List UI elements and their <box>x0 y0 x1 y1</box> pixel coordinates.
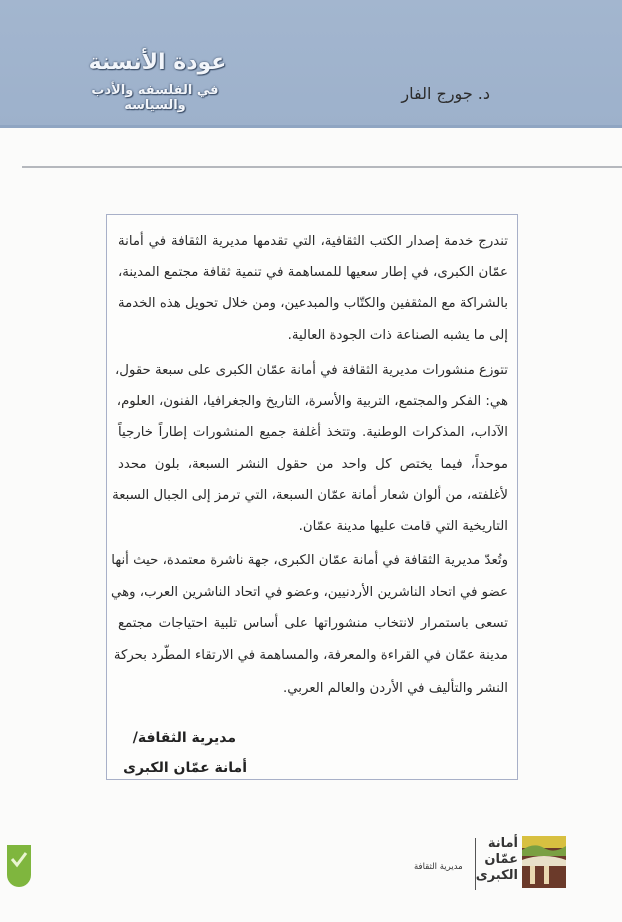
text-line: عضو في اتحاد الناشرين الأردنيين، وعضو في اتحاد الناشرين العرب، وهي <box>111 585 508 600</box>
text-line: تندرج خدمة إصدار الكتب الثقافية، التي تقدمها مديرية الثقافة في أمانة <box>118 234 508 249</box>
text-line: تتوزع منشورات مديرية الثقافة في أمانة عمّان الكبرى على سبعة حقول، <box>115 363 508 378</box>
text-line: الآداب، المذكرات الوطنية. وتتخذ أغلفة جميع المنشورات إطاراً خارجياً <box>118 425 508 440</box>
text-line: موحداً، فيما يختص كل واحد من حقول النشر السبعة، بلون محدد <box>118 457 508 472</box>
book-title: عودة الأنسنة <box>88 50 227 75</box>
department-label: مديرية الثقافة <box>414 862 463 872</box>
text-line: النشر والتأليف في الأردن والعالم العربي. <box>282 681 508 696</box>
text-line: وتُعدّ مديرية الثقافة في أمانة عمّان الكبرى، جهة ناشرة معتمدة، حيث أنها <box>111 553 508 568</box>
text-line: إلى ما يشبه الصناعة ذات الجودة العالية. <box>287 328 508 343</box>
book-subtitle: في الفلسفه والأدب والسياسه <box>91 83 219 113</box>
text-line: تسعى باستمرار لانتخاب منشوراتها على أساس تلبية احتياجات مجتمع <box>118 616 508 631</box>
divider <box>22 166 622 168</box>
text-line: التاريخية التي قامت عليها مدينة عمّان. <box>298 519 508 534</box>
logo-text-line: الكبرى <box>475 868 518 883</box>
signature-line: أمانة عمّان الكبرى <box>123 760 247 776</box>
text-line: عمّان الكبرى، في إطار سعيها للمساهمة في تنمية ثقافة مجتمع المدينة، <box>118 265 508 280</box>
logo-text <box>475 836 518 884</box>
check-badge-icon <box>7 845 31 887</box>
text-line: مدينة عمّان في القراءة والمعرفة، والمساهمة في الارتقاء المطّرد بحركة <box>113 648 508 663</box>
text-line: هي: الفكر والمجتمع، التربية والأسرة، التاريخ والجغرافيا، الفنون، العلوم، <box>116 394 508 409</box>
amman-logo-icon <box>522 836 566 888</box>
signature-line: مديرية الثقافة/ <box>132 730 236 746</box>
header-band-edge <box>0 125 622 128</box>
author-name: د. جورج الفار <box>401 84 490 103</box>
text-line: بالشراكة مع المثقفين والكتّاب والمبدعين، ومن خلال تحويل هذه الخدمة <box>118 296 508 311</box>
logo-text-line: عمّان <box>484 852 518 867</box>
text-line: لأغلفته، من ألوان شعار أمانة عمّان السبعة، التي ترمز إلى الجبال السبعة <box>112 488 508 503</box>
logo-text-line: أمانة <box>487 836 518 851</box>
